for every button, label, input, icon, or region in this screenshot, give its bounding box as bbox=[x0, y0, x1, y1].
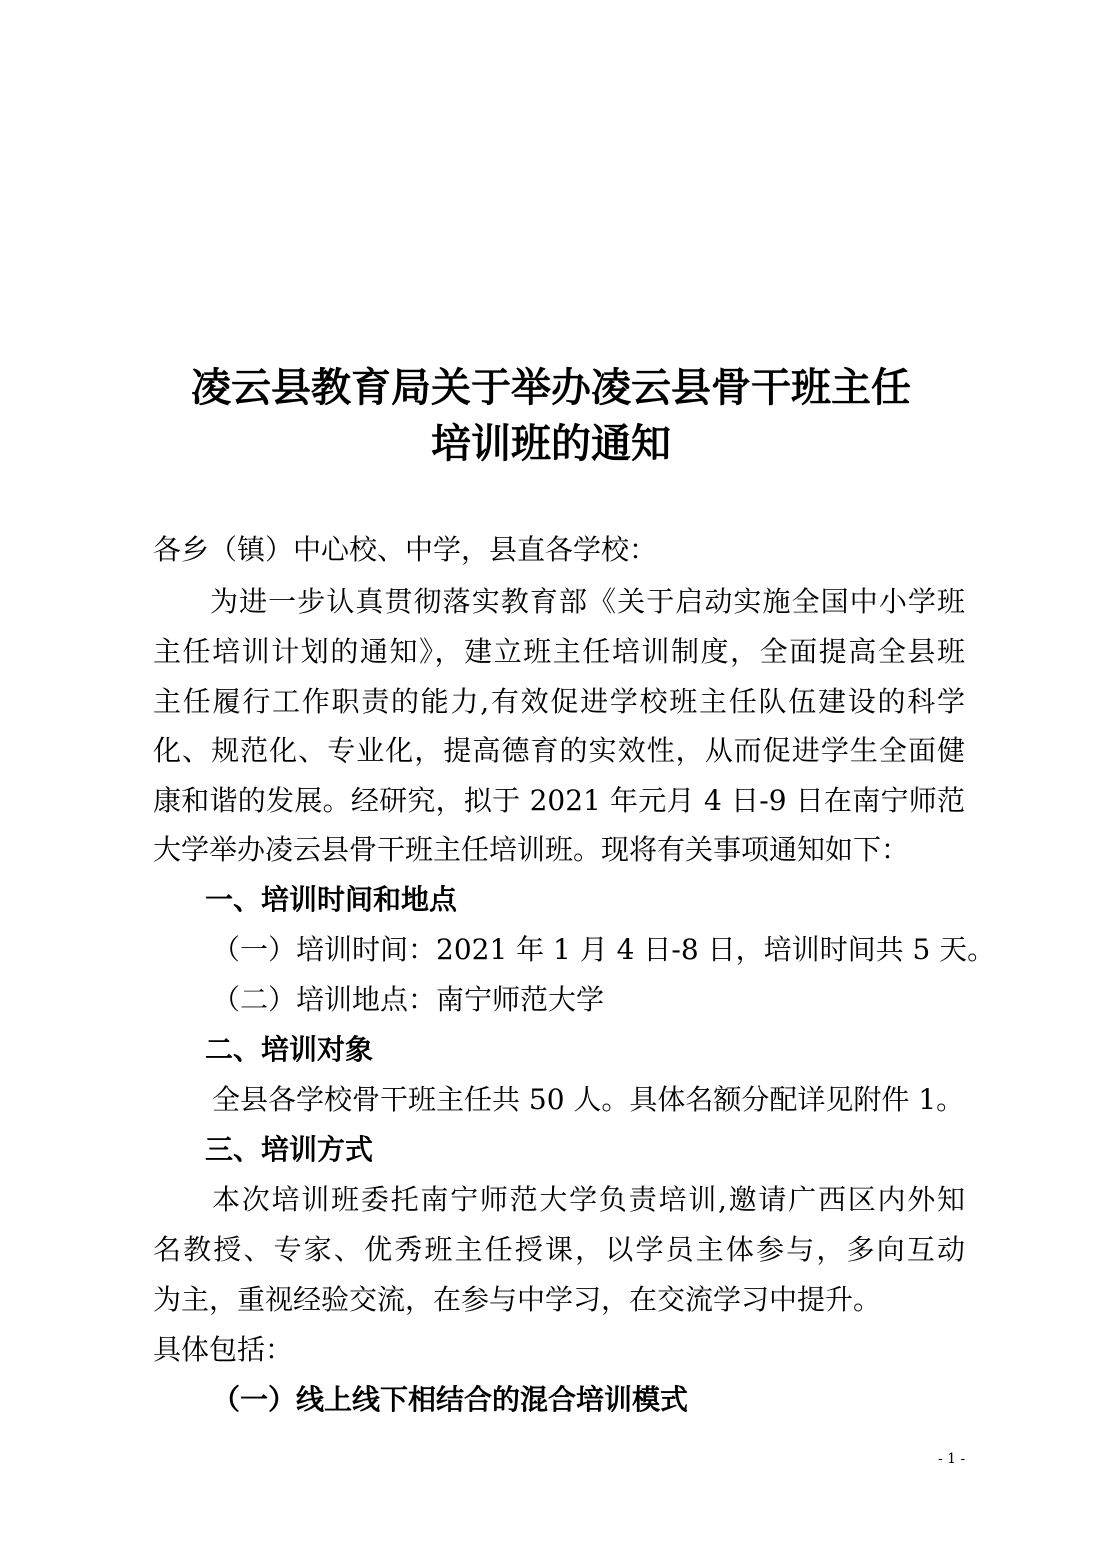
salutation: 各乡（镇）中心校、中学，县直各学校： bbox=[153, 533, 658, 566]
section-3-line-4: 具体包括： bbox=[153, 1333, 294, 1366]
intro-line-3: 主任履行工作职责的能力,有效促进学校班主任队伍建设的科学 bbox=[153, 685, 965, 718]
section-3-line-3: 为主，重视经验交流，在参与中学习，在交流学习中提升。 bbox=[153, 1283, 882, 1316]
section-3-line-1: 本次培训班委托南宁师范大学负责培训,邀请广西区内外知 bbox=[212, 1183, 965, 1216]
intro-line-6: 大学举办凌云县骨干班主任培训班。现将有关事项通知如下： bbox=[153, 833, 910, 866]
intro-line-2: 主任培训计划的通知》，建立班主任培训制度，全面提高全县班 bbox=[153, 635, 965, 668]
section-3-heading: 三、培训方式 bbox=[205, 1133, 374, 1166]
page-number: - 1 - bbox=[938, 1451, 966, 1467]
intro-line-4: 化、规范化、专业化，提高德育的实效性，从而促进学生全面健 bbox=[153, 734, 965, 767]
section-2-text: 全县各学校骨干班主任共 50 人。具体名额分配详见附件 1。 bbox=[212, 1083, 965, 1116]
document-title-line-1: 凌云县教育局关于举办凌云县骨干班主任 bbox=[191, 365, 911, 411]
document-title-line-2: 培训班的通知 bbox=[431, 421, 671, 467]
section-1-item-2: （二）培训地点：南宁师范大学 bbox=[212, 983, 605, 1016]
section-1-item-1: （一）培训时间：2021 年 1 月 4 日-8 日，培训时间共 5 天。 bbox=[212, 933, 996, 966]
section-3-line-2: 名教授、专家、优秀班主任授课，以学员主体参与，多向互动 bbox=[153, 1233, 965, 1266]
intro-line-1: 为进一步认真贯彻落实教育部《关于启动实施全国中小学班 bbox=[210, 585, 965, 618]
subsection-1-heading: （一）线上线下相结合的混合培训模式 bbox=[212, 1383, 689, 1416]
intro-line-5: 康和谐的发展。经研究，拟于 2021 年元月 4 日-9 日在南宁师范 bbox=[153, 784, 965, 817]
section-2-heading: 二、培训对象 bbox=[205, 1033, 374, 1066]
section-1-heading: 一、培训时间和地点 bbox=[205, 883, 458, 916]
